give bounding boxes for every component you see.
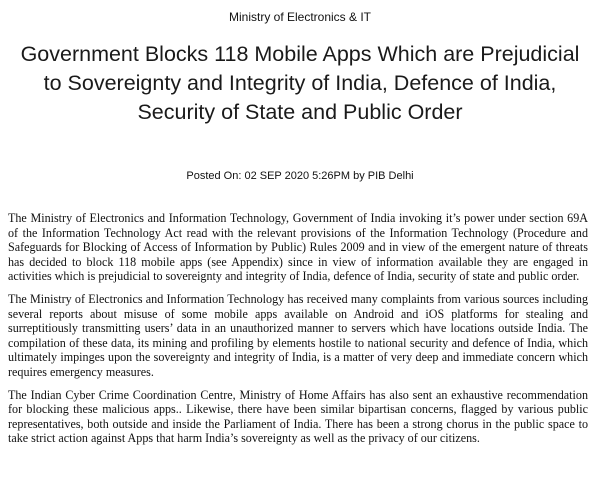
ministry-name: Ministry of Electronics & IT [228,10,372,24]
article-body [8,211,588,454]
posted-on-line: Posted On: 02 SEP 2020 5:26PM by PIB Delhi [186,170,414,182]
page-title: Government Blocks 118 Mobile Apps Which are Prejudicial to Sovereignty and Integrity of India, Defence of India, Security of State and Public Order [20,42,580,124]
body-paragraph-1: The Ministry of Electronics and Information Technology, Government of India invoking it’s power under section 69A of the Information Technology Act read with the relevant provisions of the Information Technology (Procedure and Safeguards for Blocking of Access of Information by Public) Rules 2009 and in view of the emergent nature of threats has decided to block 118 mobile apps (see Appendix) since in view of information available they are engaged in activities which is prejudicial to sovereignty and integrity of India, defence of India, security of state and public order. [8,211,588,284]
body-paragraph-2: The Ministry of Electronics and Information Technology has received many complaints from various sources including several reports about misuse of some mobile apps available on Android and iOS platforms for stealing and surreptitiously transmitting users’ data in an unauthorized manner to servers which have locations outside India. The compilation of these data, its mining and profiling by elements hostile to national security and defence of India, which ultimately impinges upon the sovereignty and integrity of India, is a matter of very deep and immediate concern which requires emergency measures. [8,291,588,379]
body-paragraph-3: The Indian Cyber Crime Coordination Centre, Ministry of Home Affairs has also sent an exhaustive recommendation for blocking these malicious apps.. Likewise, there have been similar bipartisan concerns, flagged by various public representatives, both outside and inside the Parliament of India. There has been a strong chorus in the public space to take strict action against Apps that harm India’s sovereignty as well as the privacy of our citizens. [8,387,588,446]
